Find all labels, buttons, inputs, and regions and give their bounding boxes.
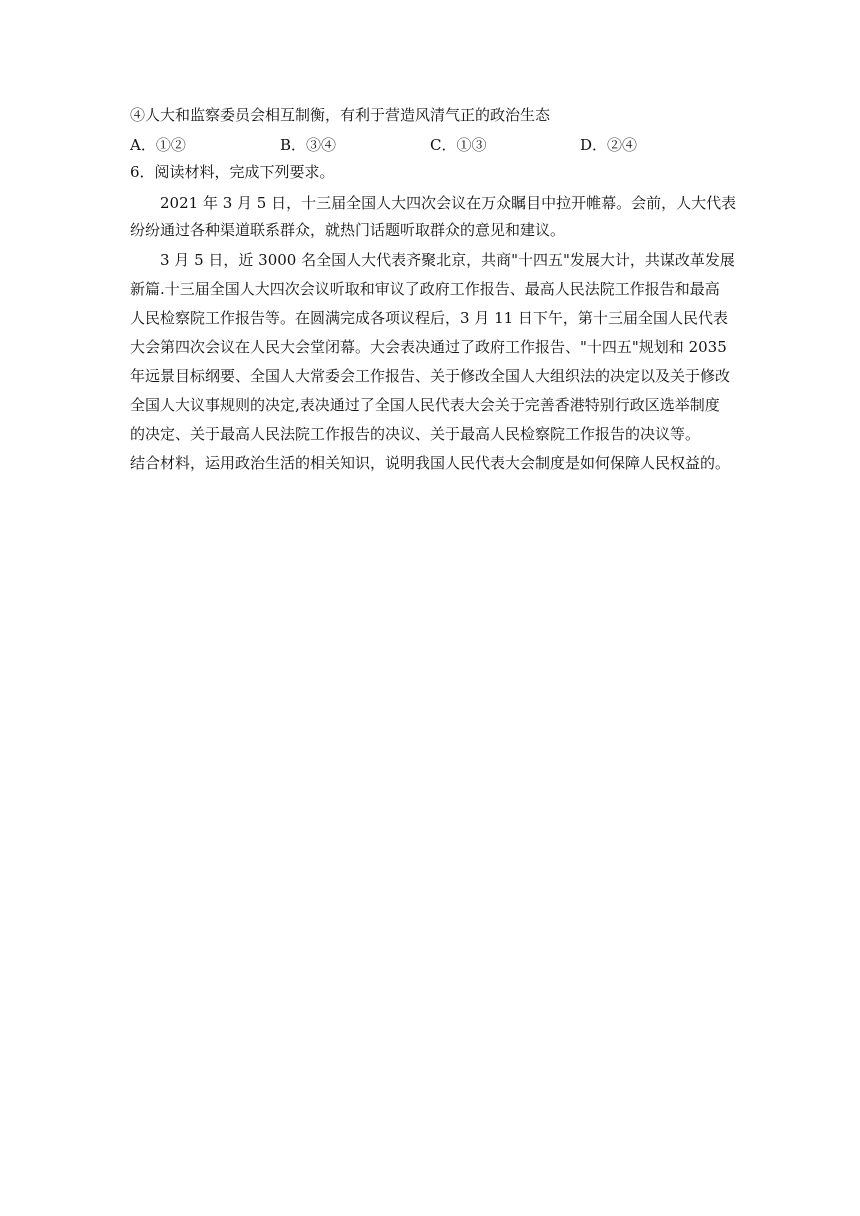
statement-4: ④人大和监察委员会相互制衡，有利于营造风清气正的政治生态 xyxy=(130,106,551,124)
material-paragraph-2-line-6: 全国人大议事规则的决定,表决通过了全国人民代表大会关于完善香港特别行政区选举制度 xyxy=(130,396,720,414)
material-paragraph-1-line-2: 纷纷通过各种渠道联系群众，就热门话题听取群众的意见和建议。 xyxy=(130,221,566,239)
option-d: D．②④ xyxy=(580,136,638,154)
material-paragraph-1-line-1: 2021 年 3 月 5 日，十三届全国人大四次会议在万众瞩目中拉开帷幕。会前，人大代表 xyxy=(160,194,737,212)
material-paragraph-2-line-1: 3 月 5 日，近 3000 名全国人大代表齐聚北京，共商"十四五"发展大计，共谋改革发展 xyxy=(160,251,735,269)
material-paragraph-2-line-5: 年远景目标纲要、全国人大常委会工作报告、关于修改全国人大组织法的决定以及关于修改 xyxy=(130,367,731,385)
material-paragraph-2-line-7: 的决定、关于最高人民法院工作报告的决议、关于最高人民检察院工作报告的决议等。 xyxy=(130,425,701,443)
question-6-title: 6．阅读材料，完成下列要求。 xyxy=(130,163,335,181)
option-c: C．①③ xyxy=(430,136,487,154)
option-b: B．③④ xyxy=(280,136,337,154)
material-paragraph-2-line-4: 大会第四次会议在人民大会堂闭幕。大会表决通过了政府工作报告、"十四五"规划和 2035 xyxy=(130,338,727,356)
material-paragraph-2-line-2: 新篇.十三届全国人大四次会议听取和审议了政府工作报告、最高人民法院工作报告和最高 xyxy=(130,280,720,298)
option-a: A．①② xyxy=(130,136,186,154)
question-6-prompt: 结合材料，运用政治生活的相关知识，说明我国人民代表大会制度是如何保障人民权益的。 xyxy=(130,454,731,472)
material-paragraph-2-line-3: 人民检察院工作报告等。在圆满完成各项议程后，3 月 11 日下午，第十三届全国人民代表 xyxy=(130,309,728,327)
